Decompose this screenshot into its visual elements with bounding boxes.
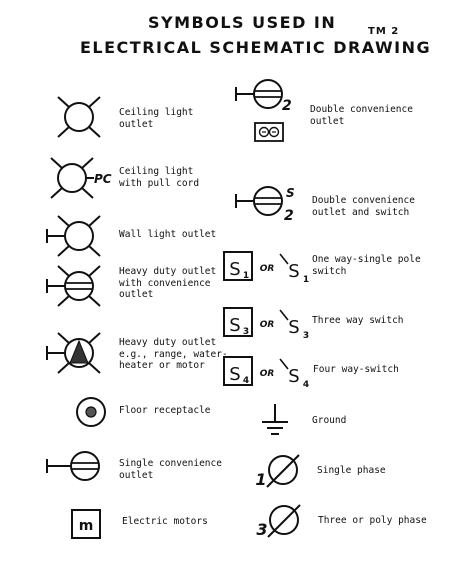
label-three-way-switch: Three way switch (312, 315, 404, 326)
double-convenience-outlet-switch-icon (232, 184, 302, 224)
label-ground: Ground (312, 415, 347, 426)
label-single-phase: Single phase (317, 465, 386, 476)
or-glyph: OR (259, 264, 275, 274)
label-double-convenience-outlet-switch: Double convenience outlet and switch (312, 195, 415, 218)
box-s-glyph: S (229, 364, 241, 385)
phase-number: 1 (255, 470, 267, 489)
box-sub-glyph: 3 (242, 327, 250, 337)
three-way-switch-icon (222, 306, 312, 342)
switch-s-glyph: S (286, 186, 295, 200)
label-heavy-duty-outlet: Heavy duty outlet e.g., range, water- heater or motor (119, 337, 228, 371)
ground-icon (258, 402, 294, 440)
label-heavy-duty-convenience-outlet: Heavy duty outlet with convenience outlet (119, 266, 217, 300)
s-glyph: S (288, 317, 300, 338)
double-convenience-outlet-icon (232, 78, 296, 114)
label-electric-motors: Electric motors (122, 516, 208, 527)
s-sub-glyph: 1 (302, 275, 310, 285)
box-s-glyph: S (229, 259, 241, 280)
s-glyph: S (288, 366, 300, 387)
four-way-switch-icon (222, 355, 312, 391)
single-convenience-outlet-icon (45, 450, 105, 482)
label-single-convenience-outlet: Single convenience outlet (119, 458, 222, 481)
label-double-convenience-outlet: Double convenience outlet (310, 104, 413, 127)
label-three-phase: Three or poly phase (318, 515, 427, 526)
pc-glyph: PC (94, 172, 112, 186)
floor-receptacle-icon (74, 396, 110, 430)
three-phase-icon (255, 503, 305, 539)
single-phase-icon (255, 453, 305, 489)
ceiling-light-outlet-icon (50, 95, 110, 139)
sheet-tag: TM 2 (368, 26, 400, 37)
phase-number: 3 (256, 520, 268, 539)
switch-outlet-number: 2 (284, 208, 294, 224)
label-ceiling-light-pull-cord: Ceiling light with pull cord (119, 166, 200, 189)
ceiling-light-pull-cord-icon (42, 155, 122, 201)
label-single-pole-switch: One way-single pole switch (312, 254, 421, 277)
or-glyph: OR (259, 320, 275, 330)
or-glyph: OR (259, 369, 275, 379)
label-floor-receptacle: Floor receptacle (119, 405, 211, 416)
single-pole-switch-icon (222, 250, 312, 286)
label-ceiling-light-outlet: Ceiling light outlet (119, 107, 194, 130)
electric-motor-icon (70, 508, 104, 542)
duplex-receptacle-icon (253, 121, 287, 145)
box-sub-glyph: 1 (242, 271, 250, 281)
s-glyph: S (288, 261, 300, 282)
box-s-glyph: S (229, 315, 241, 336)
wall-light-outlet-icon (45, 214, 105, 258)
s-sub-glyph: 4 (302, 380, 310, 390)
motor-glyph: m (78, 518, 94, 534)
label-wall-light-outlet: Wall light outlet (119, 229, 217, 240)
s-sub-glyph: 3 (302, 331, 310, 341)
title-line-2: ELECTRICAL SCHEMATIC DRAWING (80, 38, 432, 57)
box-sub-glyph: 4 (242, 376, 250, 386)
heavy-duty-outlet-icon (45, 330, 105, 376)
label-four-way-switch: Four way-switch (313, 364, 399, 375)
title-line-1: SYMBOLS USED IN (148, 13, 337, 32)
double-outlet-number: 2 (282, 98, 292, 114)
heavy-duty-convenience-outlet-icon (45, 263, 105, 309)
